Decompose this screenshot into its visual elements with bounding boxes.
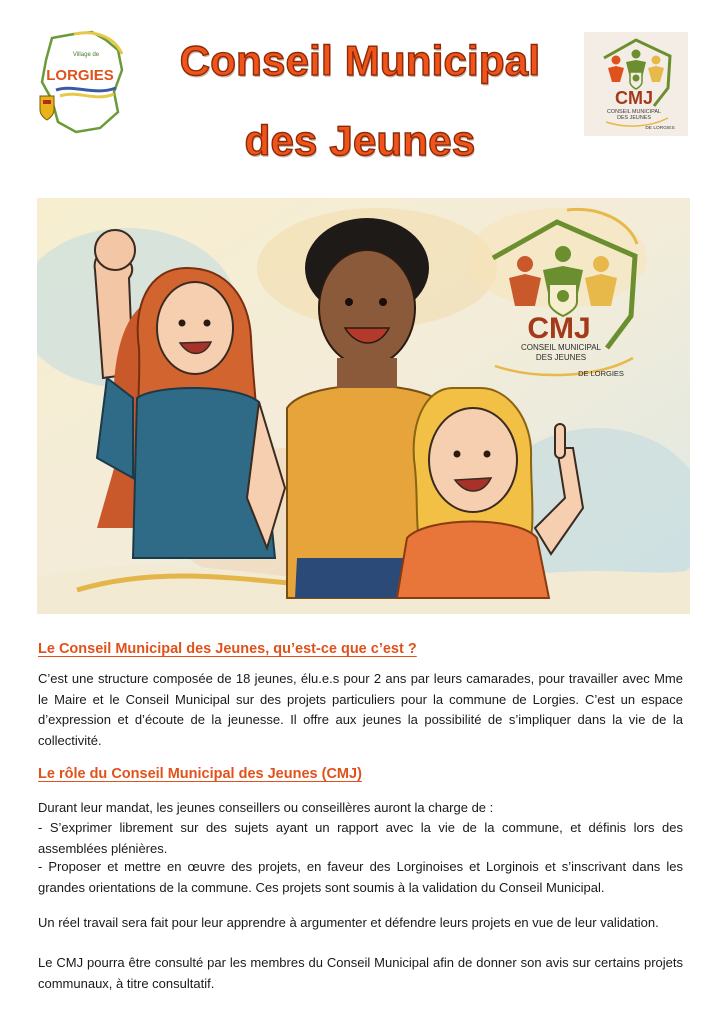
- section-paragraph: C’est une structure composée de 18 jeunes, élu.e.s pour 2 ans par leurs camarades, pour travailler avec Mme le Maire et le Conseil Municipal sur des projets particuliers pour la commune de Lorgies. C’est un espace d’expression et d’écoute de la jeunesse. Il offre aux jeunes la possibilité de s’impliquer dans la vie de la collectivité.: [38, 671, 683, 748]
- crest-icon: [40, 96, 54, 120]
- cmj-logo-acronym: CMJ: [614, 88, 654, 108]
- section-paragraph: Un réel travail sera fait pour leur apprendre à argumenter et défendre leurs projets en vue de leur validation.: [38, 915, 659, 930]
- hero-cmj-people-icon: [509, 246, 617, 316]
- page-title-line1: Conseil Municipal: [179, 37, 541, 84]
- section-paragraph: Le CMJ pourra être consulté par les membres du Conseil Municipal afin de donner son avis sur certains projets communaux, à titre consultatif.: [38, 955, 683, 991]
- logo-left-small-text: Village de: [72, 52, 100, 58]
- cmj-logo-line3: DE LORGIES: [645, 126, 675, 131]
- section-bullet: - S’exprimer librement sur des sujets ayant un rapport avec la vie de la commune, et définis lors des assemblées plénières.: [38, 820, 683, 856]
- section-paragraph: Durant leur mandat, les jeunes conseillers ou conseillères auront la charge de :: [38, 800, 494, 815]
- lorgies-village-logo: [34, 30, 126, 136]
- hero-badge-line3: DE LORGIES: [578, 369, 624, 378]
- section-bullet: - Proposer et mettre en œuvre des projets, en faveur des Lorginoises et Lorginois et s’inscrivant dans les grandes orientations de la commune. Ces projets sont soumis à la validation du Conseil Municipal.: [38, 859, 683, 895]
- page-title-line2: des Jeunes: [244, 117, 476, 164]
- hero-badge-acronym: CMJ: [527, 312, 591, 345]
- section-heading-what-is: Le Conseil Municipal des Jeunes, qu’est-ce que c’est ?: [38, 641, 417, 657]
- hero-badge-line2: DES JEUNES: [535, 353, 587, 362]
- section-heading-role: Le rôle du Conseil Municipal des Jeunes (CMJ): [38, 766, 362, 782]
- cmj-logo: [584, 32, 688, 136]
- hero-illustration: [37, 198, 690, 614]
- hero-badge-line1: CONSEIL MUNICIPAL: [520, 343, 602, 352]
- cmj-logo-line2: DES JEUNES: [617, 115, 651, 121]
- logo-left-name: LORGIES: [46, 67, 114, 84]
- cmj-logo-line1: CONSEIL MUNICIPAL: [607, 109, 661, 115]
